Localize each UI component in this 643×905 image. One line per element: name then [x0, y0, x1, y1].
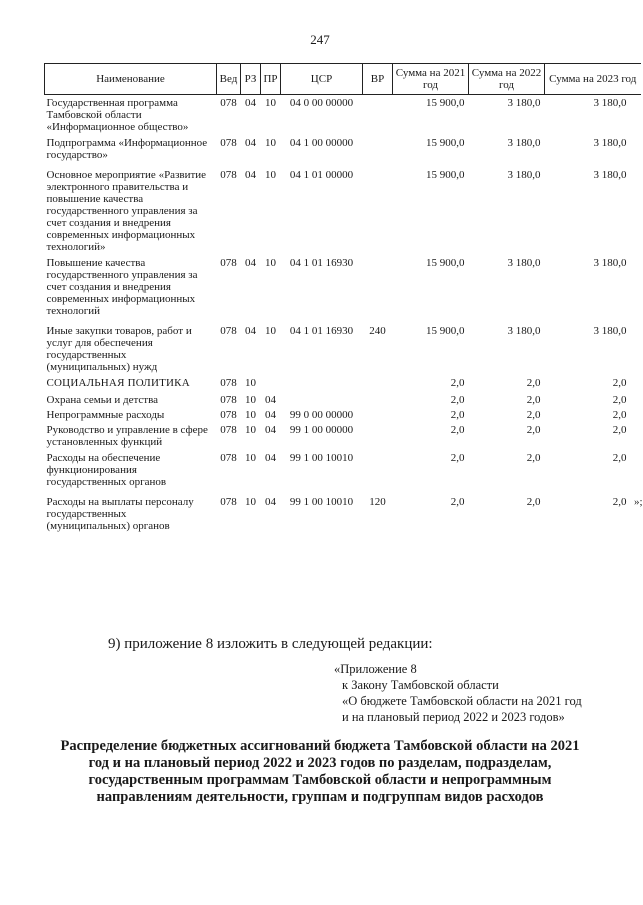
row-sum-2023-value: 3 180,0 [593, 324, 627, 337]
row-sum-2021: 2,0 [450, 495, 465, 508]
row-sum-2023-value: 2,0 [612, 376, 627, 389]
row-ved: 078 [220, 97, 237, 109]
row-name: Расходы на обеспечение функционирования государственных органов [46, 451, 167, 488]
row-ved: 078 [220, 256, 237, 269]
row-rz: 10 [245, 423, 256, 436]
row-rz: 04 [245, 168, 256, 181]
row-name: Иные закупки товаров, работ и услуг для обеспечения государственных (муниципальных) нужд [46, 324, 192, 373]
row-rz: 04 [245, 97, 256, 109]
row-sum-2023 [545, 255, 641, 323]
appendix-line: и на плановый период 2022 и 2023 годов» [342, 710, 565, 724]
row-pr: 04 [265, 423, 276, 436]
row-sum-2023 [545, 95, 641, 135]
row-vr [363, 450, 393, 494]
row-sum-2022: 2,0 [526, 376, 541, 389]
row-vr [363, 167, 393, 255]
row-csr: 04 1 00 00000 [289, 136, 354, 149]
row-pr: 10 [265, 324, 276, 337]
row-csr: 99 0 00 00000 [289, 408, 354, 421]
row-sum-2021: 2,0 [450, 451, 465, 464]
appendix-reference [334, 661, 582, 725]
row-ved: 078 [220, 376, 237, 389]
instruction-text: 9) приложение 8 изложить в следующей редакции: [108, 636, 433, 652]
row-pr: 04 [265, 451, 276, 464]
row-csr: 04 1 01 16930 [289, 256, 354, 269]
header-name: Наименование [45, 64, 217, 95]
row-csr: 04 1 01 00000 [289, 168, 354, 181]
closing-quote: »; [633, 495, 643, 508]
row-sum-2022: 2,0 [526, 423, 541, 436]
row-sum-2023 [545, 135, 641, 167]
row-sum-2022: 3 180,0 [507, 97, 541, 109]
row-pr: 04 [265, 393, 276, 406]
page-number: 247 [310, 32, 330, 47]
row-csr: 99 1 00 10010 [289, 495, 354, 508]
row-sum-2023-value: 2,0 [612, 408, 627, 421]
row-csr [281, 375, 363, 392]
row-ved: 078 [220, 168, 237, 181]
row-sum-2022: 2,0 [526, 495, 541, 508]
row-sum-2022: 3 180,0 [507, 324, 541, 337]
row-sum-2022: 2,0 [526, 408, 541, 421]
row-csr: 99 1 00 10010 [289, 451, 354, 464]
row-sum-2023 [545, 422, 641, 450]
appendix-line: «Приложение 8 [334, 662, 417, 676]
row-pr: 10 [265, 168, 276, 181]
row-csr: 04 1 01 16930 [289, 324, 354, 337]
document-heading: Распределение бюджетных ассигнований бюджета Тамбовской области на 2021 год и на плановый период 2022 и 2023 годов по разделам, подразделам, государственным программам Тамбовской области и непрограммным направлениям деятельности, группам и подгруппам видов расходов [60, 738, 580, 805]
budget-table [44, 63, 641, 534]
row-vr: 240 [369, 324, 386, 337]
row-sum-2021: 15 900,0 [426, 136, 465, 149]
row-vr: 120 [369, 495, 386, 508]
row-sum-2023-value: 3 180,0 [593, 97, 627, 109]
header-sum-2023: Сумма на 2023 год [545, 64, 641, 95]
row-ved: 078 [220, 423, 237, 436]
row-sum-2022: 2,0 [526, 451, 541, 464]
row-name: СОЦИАЛЬНАЯ ПОЛИТИКА [46, 376, 190, 389]
row-sum-2022: 3 180,0 [507, 168, 541, 181]
row-rz: 10 [245, 408, 256, 421]
row-rz: 04 [245, 324, 256, 337]
appendix-line: к Закону Тамбовской области [342, 678, 499, 692]
row-rz: 04 [245, 256, 256, 269]
header-ved: Вед [217, 64, 241, 95]
row-sum-2023 [545, 494, 641, 534]
row-sum-2021: 2,0 [450, 408, 465, 421]
row-name: Расходы на выплаты персоналу государственных (муниципальных) органов [46, 495, 194, 532]
row-rz: 04 [245, 136, 256, 149]
row-pr [261, 375, 281, 392]
appendix-line: «О бюджете Тамбовской области на 2021 год [342, 694, 582, 708]
row-rz: 10 [245, 495, 256, 508]
table-row [45, 167, 641, 255]
row-rz: 10 [245, 376, 256, 389]
row-sum-2021: 2,0 [450, 423, 465, 436]
row-sum-2023 [545, 375, 641, 392]
row-sum-2023-value: 2,0 [612, 451, 627, 464]
table-row [45, 450, 641, 494]
row-vr [363, 375, 393, 392]
header-pr: ПР [261, 64, 281, 95]
row-ved: 078 [220, 495, 237, 508]
row-csr: 99 1 00 00000 [289, 423, 354, 436]
row-sum-2021: 15 900,0 [426, 324, 465, 337]
row-name: Руководство и управление в сфере установленных функций [46, 423, 208, 448]
row-pr: 10 [265, 256, 276, 269]
row-sum-2023-value: 2,0 [612, 423, 627, 436]
table-row [45, 392, 641, 407]
row-vr [363, 135, 393, 167]
row-csr: 04 0 00 00000 [289, 97, 354, 109]
table-row [45, 95, 641, 135]
row-csr [281, 392, 363, 407]
row-sum-2021: 15 900,0 [426, 256, 465, 269]
table-row [45, 255, 641, 323]
row-ved: 078 [220, 408, 237, 421]
row-sum-2023-value: 2,0 [612, 393, 627, 406]
row-name: Повышение качества государственного управления за счет создания и внедрения современных информационных технологий [46, 256, 198, 317]
row-sum-2022: 3 180,0 [507, 136, 541, 149]
row-rz: 10 [245, 393, 256, 406]
row-sum-2023 [545, 407, 641, 422]
header-vr: ВР [363, 64, 393, 95]
row-sum-2023-value: 2,0 [612, 495, 627, 508]
row-ved: 078 [220, 324, 237, 337]
row-name: Государственная программа Тамбовской области «Информационное общество» [46, 97, 189, 133]
row-sum-2023 [545, 323, 641, 375]
row-ved: 078 [220, 451, 237, 464]
table-row [45, 407, 641, 422]
row-sum-2023 [545, 167, 641, 255]
row-name: Подпрограмма «Информационное государство» [46, 136, 208, 161]
table-row [45, 135, 641, 167]
row-ved: 078 [220, 393, 237, 406]
row-sum-2021: 15 900,0 [426, 97, 465, 109]
header-sum-2021: Сумма на 2021 год [393, 64, 469, 95]
row-sum-2022: 2,0 [526, 393, 541, 406]
row-pr: 10 [265, 136, 276, 149]
header-sum-2022: Сумма на 2022 год [469, 64, 545, 95]
row-vr [363, 422, 393, 450]
row-sum-2021: 2,0 [450, 376, 465, 389]
row-name: Охрана семьи и детства [46, 393, 159, 406]
row-sum-2021: 15 900,0 [426, 168, 465, 181]
table-row [45, 494, 641, 534]
row-vr [363, 255, 393, 323]
row-vr [363, 95, 393, 135]
row-pr: 04 [265, 408, 276, 421]
row-sum-2023-value: 3 180,0 [593, 168, 627, 181]
row-pr: 04 [265, 495, 276, 508]
row-pr: 10 [265, 97, 276, 109]
table-row [45, 422, 641, 450]
row-name: Непрограммные расходы [46, 408, 165, 421]
row-sum-2022: 3 180,0 [507, 256, 541, 269]
row-vr [363, 407, 393, 422]
row-sum-2023-value: 3 180,0 [593, 256, 627, 269]
header-rz: РЗ [241, 64, 261, 95]
table-header-row [45, 64, 641, 95]
row-vr [363, 392, 393, 407]
row-name: Основное мероприятие «Развитие электронного правительства и повышение качества государственного управления за счет создания и внедрения современных информационных технологий» [46, 168, 207, 253]
row-sum-2023-value: 3 180,0 [593, 136, 627, 149]
row-ved: 078 [220, 136, 237, 149]
header-csr: ЦСР [281, 64, 363, 95]
table-row [45, 375, 641, 392]
row-rz: 10 [245, 451, 256, 464]
row-sum-2021: 2,0 [450, 393, 465, 406]
table-row [45, 323, 641, 375]
row-sum-2023 [545, 450, 641, 494]
row-sum-2023 [545, 392, 641, 407]
